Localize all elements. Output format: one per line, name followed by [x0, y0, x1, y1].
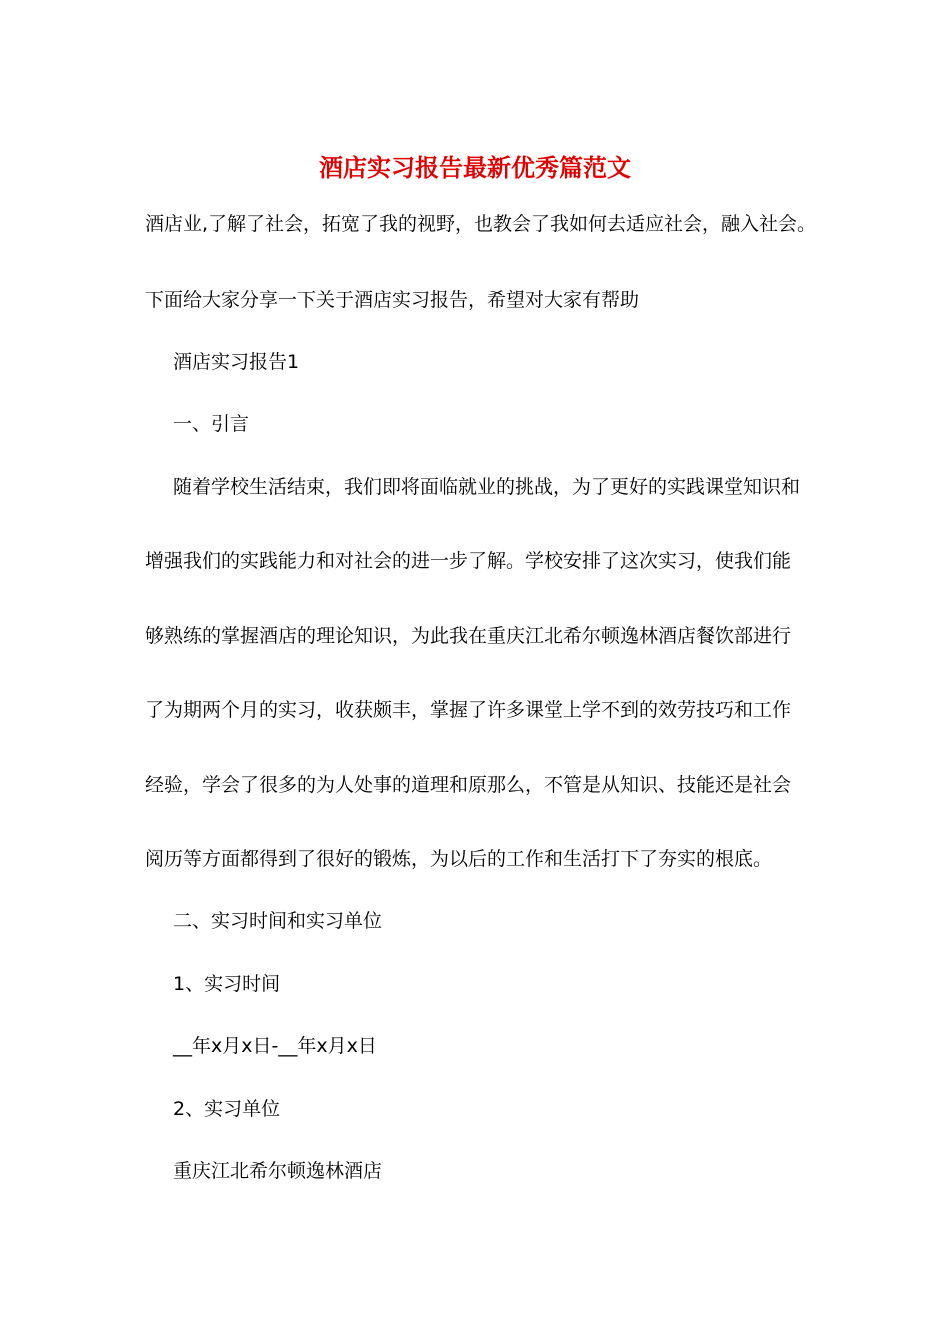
subsection-heading: 1、实习时间 — [173, 973, 281, 995]
subsection-heading: 2、实习单位 — [173, 1098, 281, 1120]
document-title: 酒店实习报告最新优秀篇范文 — [319, 153, 631, 182]
paragraph-line: 随着学校生活结束，我们即将面临就业的挑战，为了更好的实践课堂知识和 — [173, 476, 801, 498]
section-heading: 酒店实习报告1 — [173, 351, 300, 373]
section-heading: 一、引言 — [173, 413, 250, 435]
paragraph-line: 酒店业,了解了社会，拓宽了我的视野，也教会了我如何去适应社会，融入社会。 — [145, 213, 817, 235]
paragraph-line: 增强我们的实践能力和对社会的进一步了解。学校安排了这次实习，使我们能 — [145, 550, 792, 572]
paragraph-line: 了为期两个月的实习，收获颇丰，掌握了许多课堂上学不到的效劳技巧和工作 — [145, 699, 792, 721]
section-heading: 二、实习时间和实习单位 — [173, 910, 383, 932]
paragraph-line: 下面给大家分享一下关于酒店实习报告，希望对大家有帮助 — [145, 289, 640, 311]
paragraph-line: 够熟练的掌握酒店的理论知识，为此我在重庆江北希尔顿逸林酒店餐饮部进行 — [145, 625, 792, 647]
paragraph-line: 经验，学会了很多的为人处事的道理和原那么，不管是从知识、技能还是社会 — [145, 774, 792, 796]
date-range: __年x月x日-__年x月x日 — [173, 1035, 377, 1057]
unit-name: 重庆江北希尔顿逸林酒店 — [173, 1160, 383, 1182]
paragraph-line: 阅历等方面都得到了很好的锻炼，为以后的工作和生活打下了夯实的根底。 — [145, 848, 773, 870]
